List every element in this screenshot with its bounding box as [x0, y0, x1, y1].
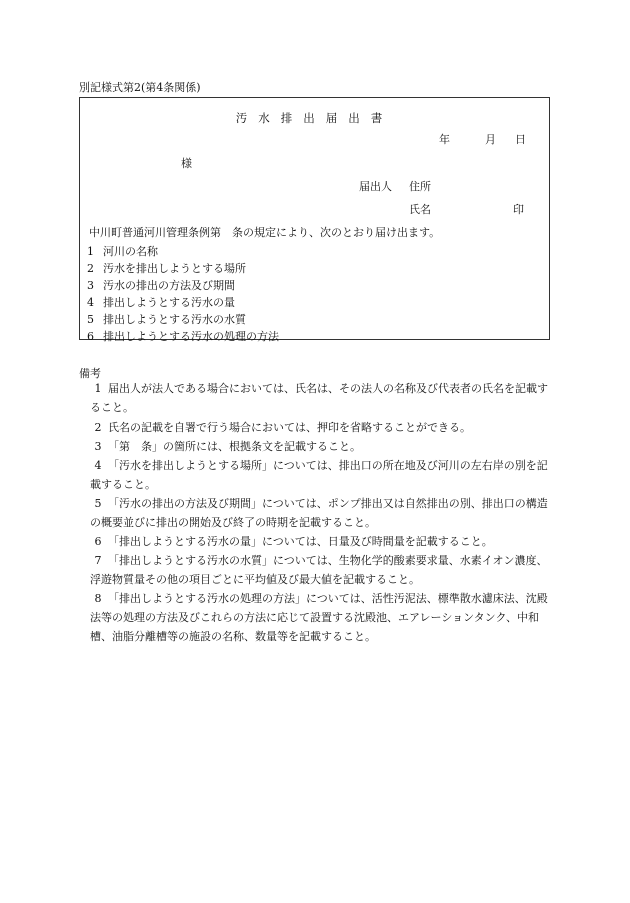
intro-text: 中川町普通河川管理条例第 条の規定により、次のとおり届け出ます。	[89, 226, 441, 239]
name-label: 氏名	[409, 203, 431, 216]
note-text: 「第 条」の箇所には、根拠条文を記載すること。	[108, 440, 361, 453]
note-text: 届出人が法人である場合においては、氏名は、その法人の名称及び代表者の氏名を記載すること。	[90, 382, 548, 414]
item-number: 3	[87, 279, 94, 292]
remark-note	[90, 589, 550, 646]
note-text: 「汚水の排出の方法及び期間」については、ポンプ排出又は自然排出の別、排出口の構造の概要並びに排出の開始及び終了の時期を記載すること。	[90, 497, 548, 529]
note-number: 4	[94, 459, 102, 472]
applicant-label: 届出人	[359, 180, 392, 193]
list-item	[87, 243, 158, 259]
date-year-label: 年	[439, 133, 450, 146]
item-text: 汚水を排出しようとする場所	[103, 262, 246, 275]
address-label: 住所	[409, 180, 431, 193]
list-item	[87, 328, 279, 344]
seal-label: 印	[513, 203, 524, 216]
note-number: 5	[94, 497, 102, 510]
notification-form-box	[79, 97, 550, 343]
item-text: 汚水の排出の方法及び期間	[103, 279, 235, 292]
note-number: 1	[94, 382, 102, 395]
item-text: 排出しようとする汚水の量	[103, 296, 235, 309]
note-number: 6	[94, 535, 102, 548]
remark-note	[90, 418, 550, 437]
form-label: 別記様式第2(第4条関係)	[79, 81, 201, 94]
addressee-suffix: 様	[181, 157, 192, 170]
remark-note	[90, 494, 550, 532]
list-item	[87, 294, 235, 310]
form-title: 汚水排出届出書	[235, 111, 394, 125]
item-number: 1	[87, 245, 94, 258]
item-number: 6	[87, 330, 94, 343]
list-item	[87, 311, 246, 327]
note-text: 「排出しようとする汚水の水質」については、生物化学的酸素要求量、水素イオン濃度、浮遊物質量その他の項目ごとに平均値及び最大値を記載すること。	[90, 554, 548, 586]
date-day-label: 日	[515, 133, 526, 146]
item-number: 5	[87, 313, 94, 326]
note-number: 2	[94, 421, 102, 434]
list-item	[87, 277, 235, 293]
item-text: 排出しようとする汚水の水質	[103, 313, 246, 326]
list-item	[87, 260, 246, 276]
item-number: 2	[87, 262, 94, 275]
item-text: 河川の名称	[103, 245, 158, 258]
remarks-heading: 備考	[79, 367, 101, 380]
note-text: 「排出しようとする汚水の処理の方法」については、活性汚泥法、標準散水濾床法、沈殿法等の処理の方法及びこれらの方法に応じて設置する沈殿池、エアレーションタンク、中和槽、油脂分離槽等の施設の名称、数量等を記載すること。	[90, 592, 548, 643]
note-number: 8	[94, 592, 102, 605]
remark-note	[90, 456, 550, 494]
note-text: 「排出しようとする汚水の量」については、日量及び時間量を記載すること。	[108, 535, 493, 548]
remark-note	[90, 437, 550, 456]
note-text: 「汚水を排出しようとする場所」については、排出口の所在地及び河川の左右岸の別を記載すること。	[90, 459, 548, 491]
item-text: 排出しようとする汚水の処理の方法	[103, 330, 279, 343]
remark-note	[90, 379, 550, 417]
item-number: 4	[87, 296, 94, 309]
remark-note	[90, 532, 550, 551]
date-month-label: 月	[485, 133, 496, 146]
note-text: 氏名の記載を自署で行う場合においては、押印を省略することができる。	[108, 421, 471, 434]
note-number: 3	[94, 440, 102, 453]
remark-note	[90, 551, 550, 589]
note-number: 7	[94, 554, 102, 567]
